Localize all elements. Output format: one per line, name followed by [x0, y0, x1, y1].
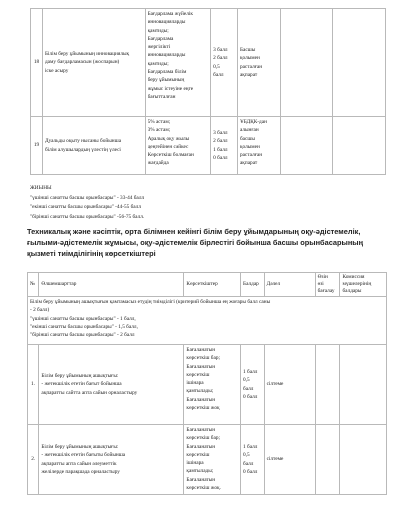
self-assessment-cell[interactable]: [280, 117, 333, 175]
section-heading: Техникалық және кәсіптік, орта білімнен кейінгі білім беру ұйымдарының оқу-әдістемелік, ғылыми-әдістемелік жұмысы, оқу-әдістемелік бірлестігі бойынша басшы орынбасарының қызметі тиімділігінің көрсеткіштері: [27, 227, 364, 258]
indicator-cell: Білім беру ұйымының инновациялық даму бағдарламасын (жоспарын) іске асыру: [42, 9, 145, 117]
self-assessment-cell[interactable]: [315, 345, 340, 425]
column-header-self-assessment: Өзін өзі бағалау: [315, 273, 340, 297]
indicator-cell: Дуальды оқыту нысаны бойынша білім алушылардың үлестің үлесі: [42, 117, 145, 175]
column-header-evidence: Дәлел: [264, 273, 315, 297]
summary-line: "үшінші санатты басшы орынбасары" - 33-44 балл: [30, 194, 145, 201]
scores-cell: 3 балл 2 балл 1 балл 0 балл: [211, 117, 238, 175]
scores-cell: 3 балл 2 балл 0,5 балл: [211, 9, 238, 117]
table-row: [31, 9, 386, 117]
row-number: 1.: [31, 381, 35, 387]
evidence-cell: сілтеме: [264, 345, 315, 425]
commission-score-cell[interactable]: [340, 425, 387, 495]
criteria-cell: Бағдарлама жүйелік инновацияларды қамтиды; Бағдарлама жергілікті инновацияларды қамтиды; Бағдарлама білім беру ұйымының жұмыс істеуіне еңге бағытталған: [145, 9, 211, 117]
scores-cell: 1 балл 0,5 балл 0 балл: [241, 425, 265, 495]
column-header-indicator: Өлшемшарттар: [39, 273, 184, 297]
evidence-cell: Басшы қолымен расталған ақпарат: [237, 9, 280, 117]
total-summary: [30, 184, 386, 222]
column-header-number: №: [28, 273, 39, 297]
indicators-table: [27, 272, 387, 495]
row-number: 19: [31, 117, 43, 175]
commission-score-cell[interactable]: [333, 117, 386, 175]
section-description: Білім беру ұйымының ашықтығын қамтамасыз етудің тиімділігі (критерий бойынша ең жоғары балл саны - 2 балл) "үшінші санатты басшы орынбасары" - 1 балл, "екінші санатты басшы орынбасары" - 1,5 балл, "бірінші санатты басшы орынбасары" - 2 балл: [28, 297, 387, 345]
self-assessment-cell[interactable]: [315, 425, 340, 495]
table-section-row: [28, 297, 387, 345]
column-header-scores: Балдар: [241, 273, 265, 297]
summary-line: "бірінші санатты басшы орынбасары" -56-75 балл.: [30, 213, 145, 220]
table-row: [28, 425, 387, 495]
row-number: 2.: [28, 425, 39, 495]
column-header-commission: Комиссия мүшелерінің балдары: [340, 273, 387, 297]
indicator-cell: Білім беру ұйымының ашықтығы: - жетекшілік ететін бағыт бойынша ақпаратты сайтта апта сайын орналастыру: [39, 345, 184, 425]
column-header-criteria: Көрсеткіштер: [184, 273, 241, 297]
commission-score-cell[interactable]: [333, 9, 386, 117]
scores-cell: 1 балл 0,5 балл 0 балл: [241, 345, 265, 425]
summary-title: ЖИЫНЫ: [30, 185, 52, 191]
criteria-cell: 5% астам; 3% астам; Аралық оқу жылы деңгейінен сәйкес Көрсеткіш болмаған жағдайда: [145, 117, 211, 175]
criteria-cell: Бағаланатын көрсеткіш бар; Бағаланатын көрсеткіш ішінара қамтылады; Бағаланатын көрсеткіш жоқ: [184, 345, 241, 425]
indicator-cell: Білім беру ұйымының ашықтығы: - жетекшілік ететін бағыты бойынша ақпаратты апта сайын әлеуметтік желілерде парақшада орналастыру: [39, 425, 184, 495]
row-number: 18: [31, 9, 43, 117]
criteria-cell: Бағаланатын көрсеткіш бар; Бағаланатын көрсеткіш ішінара қамтылады; Бағаланатын көрсеткіш жоқ.: [184, 425, 241, 495]
table-row: [31, 117, 386, 175]
summary-line: "екінші санатты басшы орынбасары" -44-55 балл: [30, 204, 141, 211]
evidence-cell: ҰБДҚК-дан алынған басшы қолымен расталған ақпарат: [237, 117, 280, 175]
criteria-table-continued: [30, 8, 386, 175]
commission-score-cell[interactable]: [340, 345, 387, 425]
evidence-cell: сілтеме: [264, 425, 315, 495]
table-row: [28, 345, 387, 425]
table-header-row: [28, 273, 387, 297]
self-assessment-cell[interactable]: [280, 9, 333, 117]
